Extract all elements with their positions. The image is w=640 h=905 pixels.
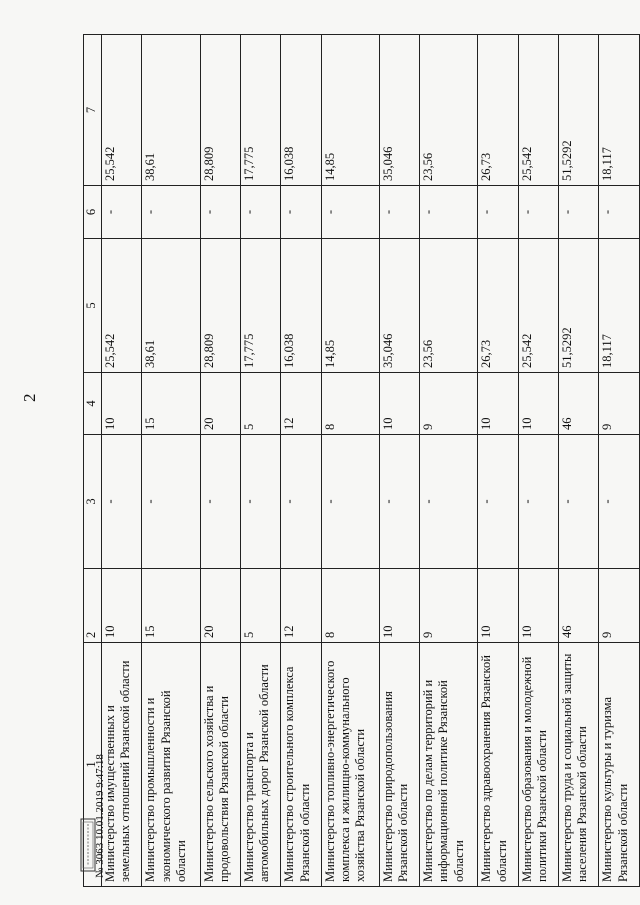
value-cell: 38,61 [142, 239, 200, 373]
value-cell: 10 [102, 569, 142, 643]
value-cell: - [478, 186, 518, 239]
value-cell: 16,038 [281, 239, 321, 373]
table-row [518, 35, 558, 887]
value-cell: - [240, 435, 280, 569]
value-cell: - [478, 435, 518, 569]
column-header: 7 [84, 35, 102, 186]
value-cell: 51,5292 [559, 239, 599, 373]
value-cell: 25,542 [518, 239, 558, 373]
ministry-name-cell: Министерство по делам территорий и информационной политике Рязанской области [420, 643, 478, 887]
value-cell: 10 [518, 373, 558, 435]
value-cell: - [200, 186, 240, 239]
value-cell: - [321, 186, 379, 239]
value-cell: - [200, 435, 240, 569]
value-cell: 28,809 [200, 35, 240, 186]
ministry-name-cell: Министерство топливно-энергетического комплекса и жилищно-коммунального хозяйства Рязанской области [321, 643, 379, 887]
ministry-name-cell: Министерство труда и социальной защиты населения Рязанской области [559, 643, 599, 887]
value-cell: 25,542 [102, 35, 142, 186]
column-header: 5 [84, 239, 102, 373]
value-cell: 9 [599, 569, 640, 643]
value-cell: 23,56 [420, 35, 478, 186]
value-cell: - [102, 186, 142, 239]
value-cell: 12 [281, 373, 321, 435]
value-cell: - [559, 435, 599, 569]
ministry-name-cell: Министерство строительного комплекса Рязанской области [281, 643, 321, 887]
value-cell: 35,046 [379, 35, 419, 186]
value-cell: - [518, 186, 558, 239]
value-cell: - [599, 435, 640, 569]
column-header: 4 [84, 373, 102, 435]
value-cell: 9 [599, 373, 640, 435]
table-row [559, 35, 599, 887]
value-cell: - [599, 186, 640, 239]
value-cell: 10 [518, 569, 558, 643]
value-cell: 51,5292 [559, 35, 599, 186]
value-cell: - [321, 435, 379, 569]
ministry-name-cell: Министерство сельского хозяйства и продовольствия Рязанской области [200, 643, 240, 887]
value-cell: - [281, 186, 321, 239]
value-cell: 9 [420, 569, 478, 643]
value-cell: 10 [478, 569, 518, 643]
value-cell: 26,73 [478, 35, 518, 186]
value-cell: 23,56 [420, 239, 478, 373]
document-registration-footer: № 3063 10.01.2019 9:47:18 [94, 754, 106, 878]
value-cell: 12 [281, 569, 321, 643]
value-cell: - [240, 186, 280, 239]
value-cell: 17,775 [240, 239, 280, 373]
value-cell: 10 [379, 569, 419, 643]
ministry-name-cell: Министерство образования и молодежной политики Рязанской области [518, 643, 558, 887]
rotated-table-wrapper [83, 35, 640, 887]
value-cell: - [142, 186, 200, 239]
table-row [102, 35, 142, 887]
value-cell: - [420, 186, 478, 239]
value-cell: 15 [142, 373, 200, 435]
value-cell: 20 [200, 569, 240, 643]
table-row [200, 35, 240, 887]
column-header: 2 [84, 569, 102, 643]
value-cell: 18,117 [599, 35, 640, 186]
value-cell: - [559, 186, 599, 239]
value-cell: 14,85 [321, 239, 379, 373]
value-cell: 26,73 [478, 239, 518, 373]
table-row [142, 35, 200, 887]
value-cell: 5 [240, 569, 280, 643]
ministry-name-cell: Министерство природопользования Рязанской области [379, 643, 419, 887]
value-cell: 10 [102, 373, 142, 435]
table-row [379, 35, 419, 887]
table-body [102, 35, 640, 887]
value-cell: 10 [478, 373, 518, 435]
value-cell: 20 [200, 373, 240, 435]
value-cell: 16,038 [281, 35, 321, 186]
value-cell: 46 [559, 373, 599, 435]
value-cell: 38,61 [142, 35, 200, 186]
value-cell: 25,542 [102, 239, 142, 373]
column-header: 3 [84, 435, 102, 569]
value-cell: 25,542 [518, 35, 558, 186]
table-row [420, 35, 478, 887]
value-cell: 15 [142, 569, 200, 643]
value-cell: - [281, 435, 321, 569]
value-cell: - [420, 435, 478, 569]
value-cell: - [142, 435, 200, 569]
ministry-name-cell: Министерство транспорта и автомобильных дорог Рязанской области [240, 643, 280, 887]
ministry-name-cell: Министерство культуры и туризма Рязанской области [599, 643, 640, 887]
value-cell: 14,85 [321, 35, 379, 186]
allocation-table [83, 34, 640, 887]
value-cell: 10 [379, 373, 419, 435]
column-header: 6 [84, 186, 102, 239]
value-cell: - [102, 435, 142, 569]
value-cell: 28,809 [200, 239, 240, 373]
value-cell: 9 [420, 373, 478, 435]
value-cell: 8 [321, 569, 379, 643]
table-row [599, 35, 640, 887]
value-cell: - [379, 186, 419, 239]
table-row [478, 35, 518, 887]
column-header: 1 [84, 643, 102, 887]
value-cell: 46 [559, 569, 599, 643]
table-row [321, 35, 379, 887]
table-row [240, 35, 280, 887]
value-cell: 18,117 [599, 239, 640, 373]
value-cell: 8 [321, 373, 379, 435]
value-cell: 5 [240, 373, 280, 435]
ministry-name-cell: Министерство имущественных и земельных отношений Рязанской области [102, 643, 142, 887]
page-number: 2 [20, 393, 39, 402]
value-cell: - [379, 435, 419, 569]
value-cell: 17,775 [240, 35, 280, 186]
value-cell: - [518, 435, 558, 569]
table-row [281, 35, 321, 887]
value-cell: 35,046 [379, 239, 419, 373]
ministry-name-cell: Министерство здравоохранения Рязанской области [478, 643, 518, 887]
ministry-name-cell: Министерство промышленности и экономического развития Рязанской области [142, 643, 200, 887]
